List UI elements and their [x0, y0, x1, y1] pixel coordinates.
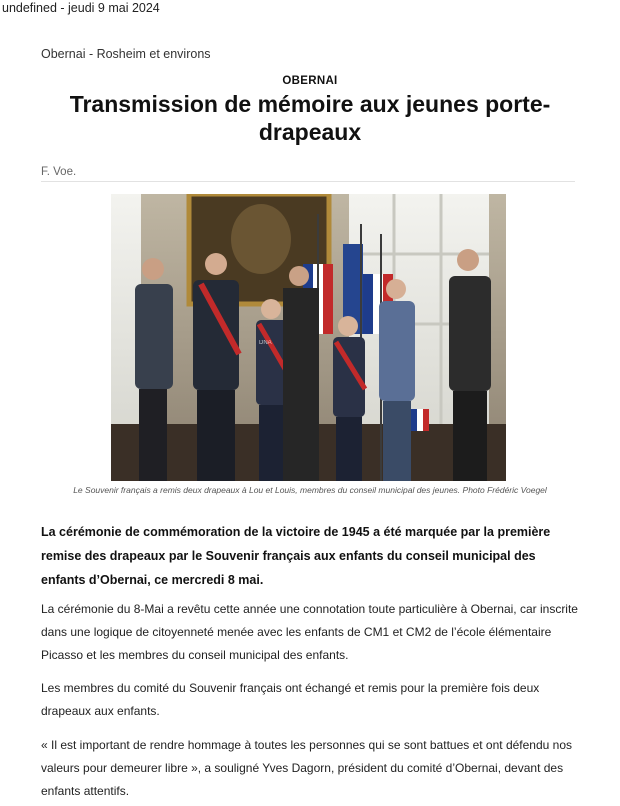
body-paragraph: « Il est important de rendre hommage à toutes les personnes qui se sont battues et ont défendu nos valeurs pour demeurer libre », a souligné Yves Dagorn, président du comité d’Obernai, devant des enfants attentifs.: [41, 738, 572, 798]
body-paragraph: Les membres du comité du Souvenir français ont échangé et remis pour la première fois deux drapeaux aux enfants.: [41, 681, 540, 718]
photo-person-2: [193, 253, 239, 481]
dateline: undefined - jeudi 9 mai 2024: [2, 1, 160, 15]
photo-watermark: DNA: [259, 340, 272, 346]
divider: [41, 181, 575, 182]
photo-caption: Le Souvenir français a remis deux drapeaux à Lou et Louis, membres du conseil municipal des jeunes. Photo Frédéric Voegel: [73, 485, 547, 495]
photo-person-4: [379, 279, 415, 481]
photo-person-5: [449, 249, 491, 481]
article-photo: [111, 194, 506, 481]
body-paragraph: La cérémonie du 8-Mai a revêtu cette année une connotation toute particulière à Obernai, car inscrite dans une logique de citoyenneté menée avec les enfants de CM1 et CM2 de l’école élémentaire Picasso et les membres du conseil municipal des enfants.: [41, 602, 578, 662]
byline: F. Voe.: [41, 166, 77, 178]
article-title: Transmission de mémoire aux jeunes porte-drapeaux: [69, 91, 551, 145]
section-label: Obernai - Rosheim et environs: [41, 47, 211, 61]
photo-child-2: [333, 316, 365, 481]
kicker: OBERNAI: [282, 75, 338, 87]
lead-paragraph: La cérémonie de commémoration de la victoire de 1945 a été marquée par la première remise des drapeaux par le Souvenir français aux enfants du conseil municipal des enfants d’Obernai, ce mercredi 8 mai.: [41, 525, 551, 587]
photo-person-3: [283, 266, 319, 481]
